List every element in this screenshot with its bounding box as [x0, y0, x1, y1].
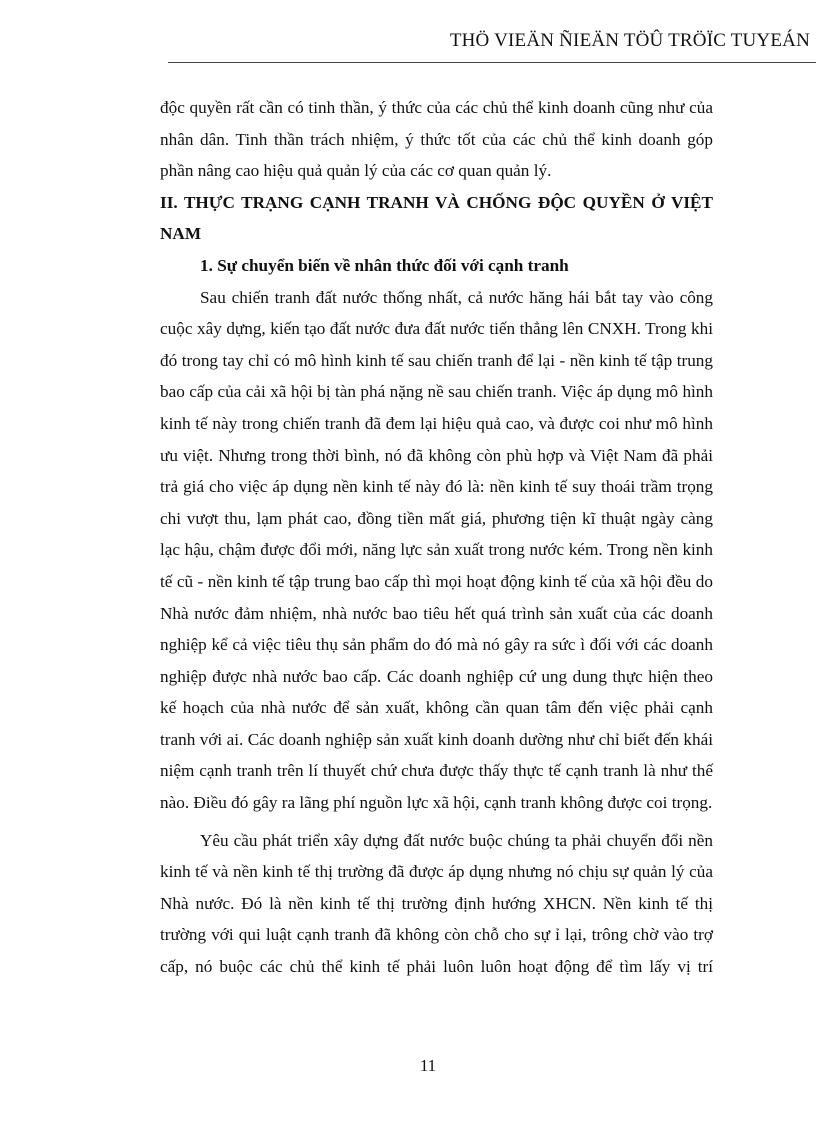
page-body: [160, 92, 713, 983]
section-heading: II. THỰC TRẠNG CẠNH TRANH VÀ CHỐNG ĐỘC QUYỀN Ở VIỆT NAM: [160, 192, 713, 244]
page-number: 11: [419, 1056, 437, 1075]
paragraph-1: Sau chiến tranh đất nước thống nhất, cả nước hăng hái bắt tay vào công cuộc xây dựng, kiến tạo đất nước đưa đất nước tiến thẳng lên CNXH. Trong khi đó trong tay chỉ có mô hình kinh tế sau chiến tranh để lại - nền kinh tế tập trung bao cấp của cải xã hội bị tàn phá nặng nề sau chiến tranh. Việc áp dụng mô hình kinh tế này trong chiến tranh đã đem lại hiệu quả cao, và được coi như mô hình ưu việt. Nhưng trong thời bình, nó đã không còn phù hợp và Việt Nam đã phải trả giá cho việc áp dụng nền kinh tế này đó là: nền kinh tế suy thoái trầm trọng chi vượt thu, lạm phát cao, đồng tiền mất giá, phương tiện kĩ thuật ngày càng lạc hậu, chậm được đổi mới, năng lực sản xuất trong nước kém. Trong nền kinh tế cũ - nền kinh tế tập trung bao cấp thì mọi hoạt động kinh tế của xã hội đều do Nhà nước đảm nhiệm, nhà nước bao tiêu hết quá trình sản xuất của các doanh nghiệp kể cả việc tiêu thụ sản phẩm do đó mà nó gây ra sức ì đối với các doanh nghiệp được nhà nước bao cấp. Các doanh nghiệp cứ ung dung thực hiện theo kế hoạch của nhà nước để sản xuất, không cần quan tâm đến việc phải cạnh tranh với ai. Các doanh nghiệp sản xuất kinh doanh dường như chỉ biết đến khái niệm cạnh tranh trên lí thuyết chứ chưa được thấy thực tế cạnh tranh là như thế nào. Điều đó gây ra lãng phí nguồn lực xã hội, cạnh tranh không được coi trọng.: [160, 287, 713, 813]
paragraph-intro: độc quyền rất cần có tinh thần, ý thức của các chủ thể kinh doanh cũng như của nhân dân. Tinh thần trách nhiệm, ý thức tốt của các chủ thể kinh doanh góp phần nâng cao hiệu quả quản lý của các cơ quan quản lý.: [160, 98, 713, 181]
running-header: THÖ VIEÄN ÑIEÄN TÖÛ TRÖÏC TUYEÁN: [449, 30, 810, 51]
header-rule: [168, 62, 816, 63]
paragraph-2: Yêu cầu phát triển xây dựng đất nước buộc chúng ta phải chuyển đổi nền kinh tế và nền kinh tế thị trường đã được áp dụng nhưng nó chịu sự quản lý của Nhà nước. Đó là nền kinh tế thị trường định hướng XHCN. Nền kinh tế thị trường với qui luật cạnh tranh đã không còn chỗ cho sự ỉ lại, trông chờ vào trợ cấp, nó buộc các chủ thể kinh tế phải luôn luôn hoạt động để tìm lấy vị trí: [160, 830, 713, 977]
subsection-heading: 1. Sự chuyển biến về nhân thức đối với cạnh tranh: [200, 255, 569, 275]
